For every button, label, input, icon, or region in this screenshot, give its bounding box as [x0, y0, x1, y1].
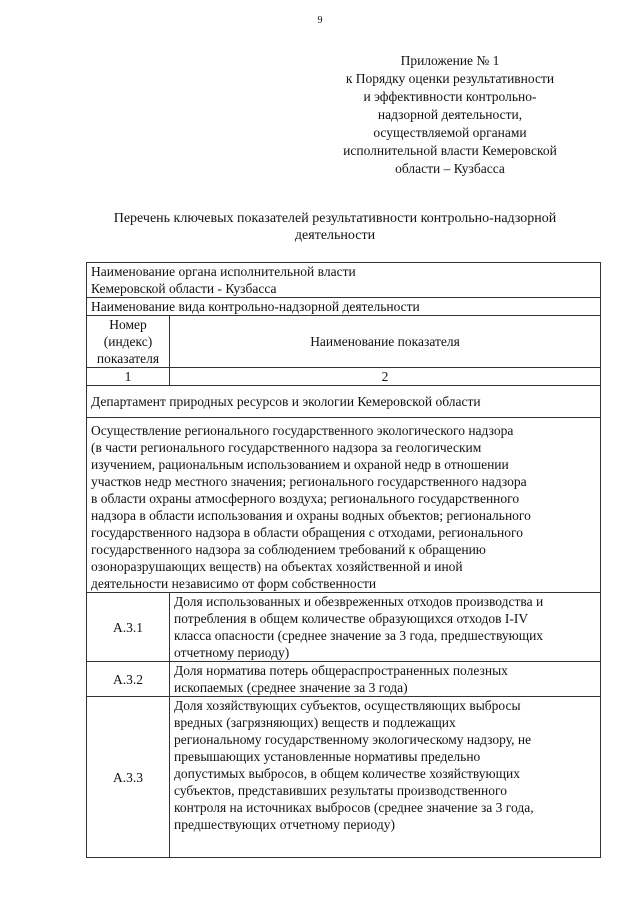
indicator-index: А.3.2 [113, 671, 143, 687]
indicator-name-cell [170, 662, 601, 697]
title-line: Перечень ключевых показателей результативности контрольно-надзорной [113, 211, 557, 226]
indicator-name-line: региональному государственному экологическому надзору, не [174, 732, 532, 747]
indicator-index: А.3.1 [113, 619, 143, 635]
indicator-name-line: контроля на источниках выбросов (среднее значение за 3 года, [174, 800, 534, 815]
indicator-index-cell [87, 593, 170, 662]
activity-desc-line: озоноразрушающих веществ) на объектах хозяйственной и иной [91, 559, 463, 574]
appendix-header [330, 52, 570, 178]
department-cell [87, 386, 601, 418]
indicator-index: А.3.3 [113, 769, 143, 785]
indicator-name-line: предшествующих отчетному периоду) [174, 817, 395, 832]
indicator-name-line: субъектов, представивших результаты производственного [174, 783, 507, 798]
indicator-name-line: класса опасности (среднее значение за 3 года, предшествующих [174, 628, 544, 643]
organ-label-cell [87, 263, 601, 298]
title-line: деятельности [294, 228, 376, 243]
indicator-name-line: допустимых выбросов, в общем количестве хозяйствующих [174, 766, 520, 781]
appendix-line: надзорной деятельности, [377, 107, 523, 122]
appendix-line: исполнительной власти Кемеровской [343, 143, 557, 158]
col2-number-cell [170, 368, 601, 386]
col1-number-cell [87, 368, 170, 386]
page-number: 9 [317, 15, 323, 26]
appendix-line: области – Кузбасса [395, 161, 505, 176]
appendix-line: и эффективности контрольно- [363, 89, 537, 104]
header-row [87, 316, 601, 368]
indicator-name-line: потребления в общем количестве образующихся отходов I-IV [174, 611, 529, 626]
indicator-row [87, 697, 601, 858]
indicator-name-line: Доля норматива потерь общераспространенных полезных [174, 663, 508, 678]
activity-label-row [87, 298, 601, 316]
column-numbers-row [87, 368, 601, 386]
activity-desc-line: участков недр местного значения; регионального государственного надзора [91, 474, 527, 489]
activity-description-cell [87, 418, 601, 593]
col1-header-line: показателя [96, 351, 160, 366]
col2-header-cell [170, 316, 601, 368]
indicator-name-line: Доля использованных и обезвреженных отходов производства и [174, 594, 544, 609]
activity-label: Наименование вида контрольно-надзорной деятельности [91, 299, 420, 314]
activity-desc-line: надзора в области использования и охраны водных объектов; регионального [91, 508, 531, 523]
activity-desc-line: Осуществление регионального государственного экологического надзора [91, 423, 514, 438]
appendix-line: Приложение № 1 [400, 53, 500, 68]
activity-description-row [87, 418, 601, 593]
activity-desc-line: деятельности независимо от форм собственности [91, 576, 377, 591]
col1-number: 1 [124, 369, 132, 384]
activity-desc-line: изучением, рациональным использованием и охраной недр в отношении [91, 457, 509, 472]
col2-header: Наименование показателя [310, 334, 460, 349]
col2-number: 2 [381, 369, 389, 384]
indicator-name-cell [170, 697, 601, 858]
organ-label-line: Наименование органа исполнительной власти [91, 264, 356, 279]
activity-desc-line: (в части регионального государственного надзора за геологическим [91, 440, 482, 455]
document-title [70, 210, 600, 244]
activity-label-cell [87, 298, 601, 316]
department-name: Департамент природных ресурсов и экологии Кемеровской области [91, 394, 481, 409]
organ-row [87, 263, 601, 298]
indicator-name-line: вредных (загрязняющих) веществ и подлежащих [174, 715, 456, 730]
activity-desc-line: государственного надзора в области обращения с отходами, регионального [91, 525, 523, 540]
indicator-index-cell [87, 697, 170, 858]
appendix-line: к Порядку оценки результативности [345, 71, 555, 86]
department-row [87, 386, 601, 418]
appendix-line: осуществляемой органами [373, 125, 527, 140]
organ-label-line: Кемеровской области - Кузбасса [91, 281, 277, 296]
indicator-name-cell [170, 593, 601, 662]
col1-header-line: (индекс) [103, 334, 153, 349]
activity-desc-line: в области охраны атмосферного воздуха; регионального государственного [91, 491, 520, 506]
indicator-name-line: превышающих установленные нормативы предельно [174, 749, 481, 764]
indicator-row [87, 662, 601, 697]
col1-header-line: Номер [109, 317, 147, 332]
indicators-table [86, 262, 601, 858]
indicator-name-line: Доля хозяйствующих субъектов, осуществляющих выбросы [174, 698, 521, 713]
indicator-index-cell [87, 662, 170, 697]
activity-desc-line: государственного надзора за соблюдением требований к обращению [91, 542, 486, 557]
indicator-row [87, 593, 601, 662]
indicator-name-line: отчетному периоду) [174, 645, 290, 660]
indicator-name-line: ископаемых (среднее значение за 3 года) [174, 680, 408, 695]
col1-header-cell [87, 316, 170, 368]
